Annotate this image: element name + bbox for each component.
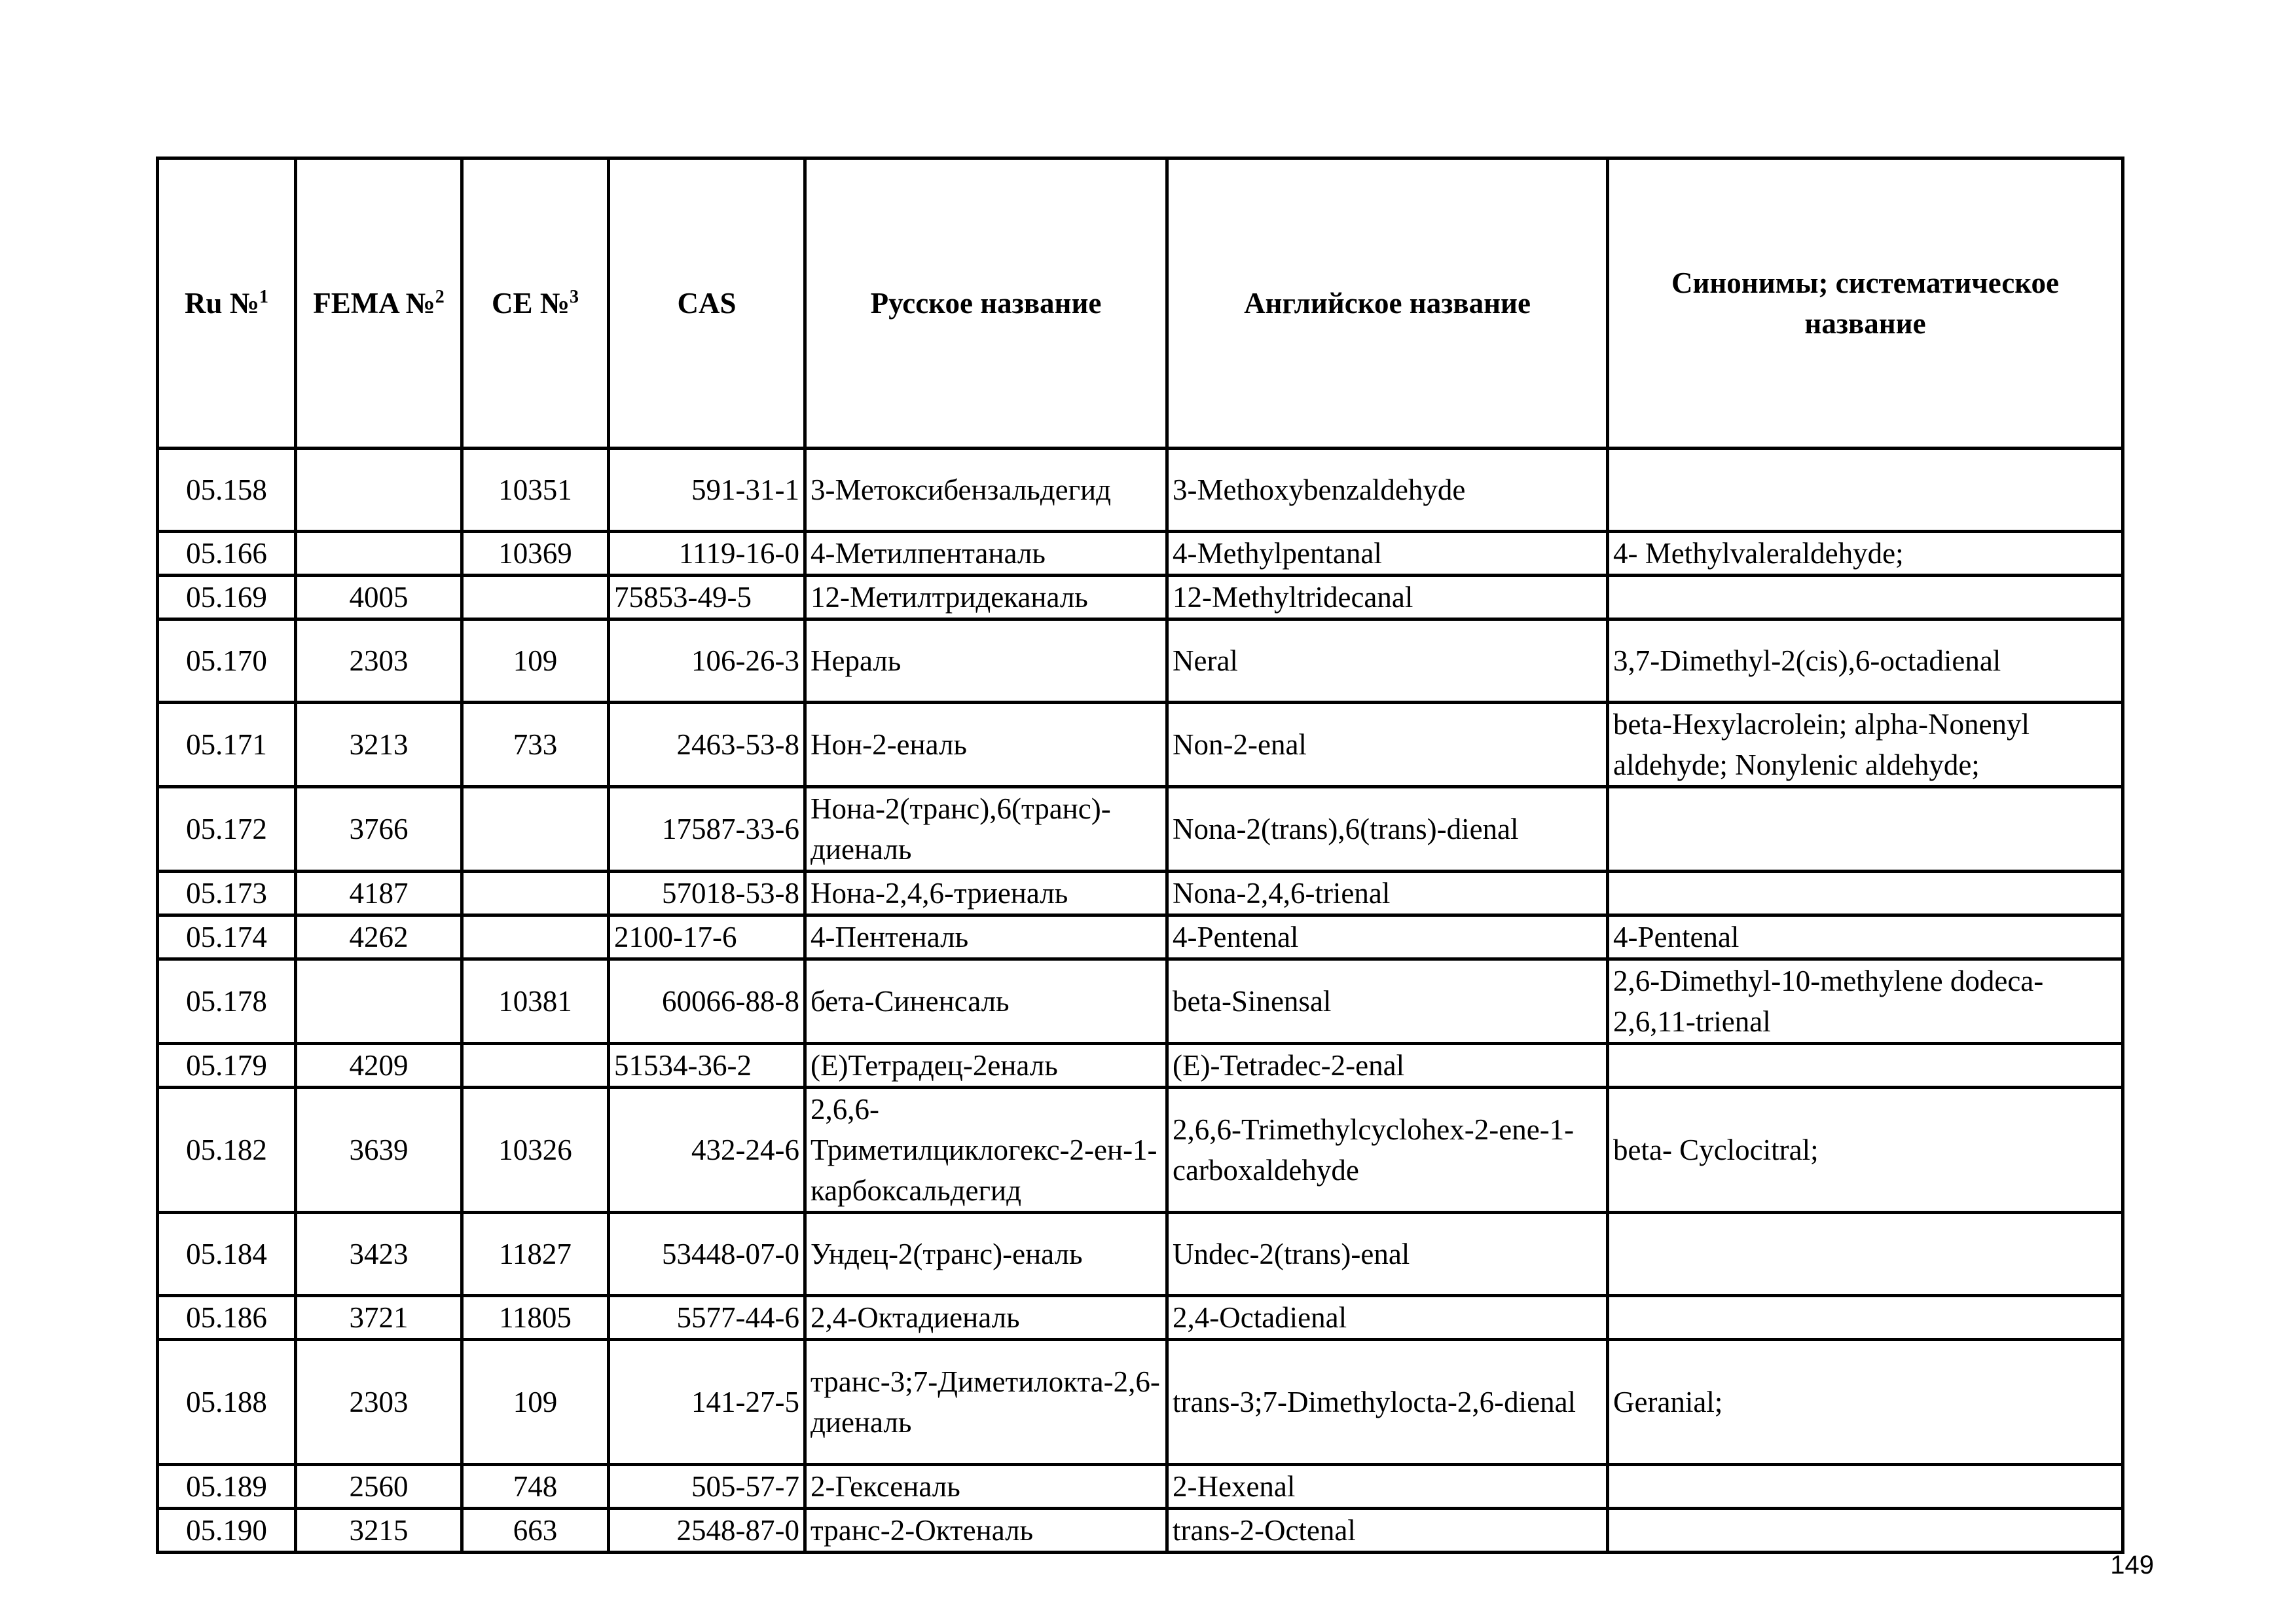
cell-english-name: 3-Methoxybenzaldehyde bbox=[1167, 449, 1608, 532]
cell-russian-name: транс-3;7-Диметилокта-2,6-диеналь bbox=[805, 1340, 1167, 1465]
cell-fema-number: 3639 bbox=[296, 1088, 462, 1213]
cell-russian-name: 2,4-Октадиеналь bbox=[805, 1296, 1167, 1340]
cell-synonyms: beta- Cyclocitral; bbox=[1608, 1088, 2123, 1213]
header-english-name: Английское название bbox=[1167, 158, 1608, 449]
cell-russian-name: 2,6,6-Триметилциклогекс-2-ен-1-карбоксальдегид bbox=[805, 1088, 1167, 1213]
cell-fema-number bbox=[296, 449, 462, 532]
header-russian-name: Русское название bbox=[805, 158, 1167, 449]
cell-cas: 591-31-1 bbox=[609, 449, 805, 532]
cell-synonyms: Geranial; bbox=[1608, 1340, 2123, 1465]
cell-ce-number bbox=[462, 787, 609, 872]
table-row bbox=[158, 1340, 2123, 1465]
cell-synonyms bbox=[1608, 1509, 2123, 1553]
table-row bbox=[158, 532, 2123, 576]
cell-english-name: 2,6,6-Trimethylcyclohex-2-ene-1-carboxaldehyde bbox=[1167, 1088, 1608, 1213]
cell-fema-number: 2303 bbox=[296, 619, 462, 703]
cell-synonyms bbox=[1608, 872, 2123, 915]
cell-russian-name: Нона-2(транс),6(транс)-диеналь bbox=[805, 787, 1167, 872]
cell-synonyms bbox=[1608, 1213, 2123, 1296]
cell-ru-number: 05.172 bbox=[158, 787, 296, 872]
cell-russian-name: Нона-2,4,6-триеналь bbox=[805, 872, 1167, 915]
cell-synonyms: 3,7-Dimethyl-2(cis),6-octadienal bbox=[1608, 619, 2123, 703]
table-row bbox=[158, 703, 2123, 787]
cell-cas: 106-26-3 bbox=[609, 619, 805, 703]
cell-russian-name: Нераль bbox=[805, 619, 1167, 703]
cell-fema-number: 3423 bbox=[296, 1213, 462, 1296]
cell-cas: 5577-44-6 bbox=[609, 1296, 805, 1340]
cell-fema-number bbox=[296, 959, 462, 1044]
cell-synonyms: 2,6-Dimethyl-10-methylene dodeca-2,6,11-trienal bbox=[1608, 959, 2123, 1044]
cell-synonyms bbox=[1608, 576, 2123, 619]
cell-fema-number: 3213 bbox=[296, 703, 462, 787]
table-row bbox=[158, 449, 2123, 532]
cell-ru-number: 05.166 bbox=[158, 532, 296, 576]
table-row bbox=[158, 1296, 2123, 1340]
cell-russian-name: 4-Пентеналь bbox=[805, 915, 1167, 959]
cell-cas: 2463-53-8 bbox=[609, 703, 805, 787]
cell-cas: 2100-17-6 bbox=[609, 915, 805, 959]
cell-cas: 75853-49-5 bbox=[609, 576, 805, 619]
cell-english-name: beta-Sinensal bbox=[1167, 959, 1608, 1044]
cell-english-name: 2-Hexenal bbox=[1167, 1465, 1608, 1509]
cell-synonyms bbox=[1608, 1044, 2123, 1088]
cell-cas: 60066-88-8 bbox=[609, 959, 805, 1044]
cell-ru-number: 05.173 bbox=[158, 872, 296, 915]
cell-ce-number: 10369 bbox=[462, 532, 609, 576]
cell-ru-number: 05.169 bbox=[158, 576, 296, 619]
table-row bbox=[158, 1088, 2123, 1213]
cell-russian-name: бета-Синенсаль bbox=[805, 959, 1167, 1044]
cell-fema-number: 4262 bbox=[296, 915, 462, 959]
cell-ce-number: 109 bbox=[462, 619, 609, 703]
cell-english-name: Nona-2,4,6-trienal bbox=[1167, 872, 1608, 915]
table-row bbox=[158, 872, 2123, 915]
cell-russian-name: 12-Метилтридеканаль bbox=[805, 576, 1167, 619]
cell-synonyms bbox=[1608, 449, 2123, 532]
cell-fema-number: 3766 bbox=[296, 787, 462, 872]
cell-synonyms bbox=[1608, 1296, 2123, 1340]
cell-fema-number: 3215 bbox=[296, 1509, 462, 1553]
cell-ru-number: 05.188 bbox=[158, 1340, 296, 1465]
table-row bbox=[158, 619, 2123, 703]
cell-fema-number: 4209 bbox=[296, 1044, 462, 1088]
cell-ce-number bbox=[462, 576, 609, 619]
header-cas: CAS bbox=[609, 158, 805, 449]
cell-synonyms: 4- Methylvaleraldehyde; bbox=[1608, 532, 2123, 576]
cell-fema-number: 2560 bbox=[296, 1465, 462, 1509]
cell-cas: 1119-16-0 bbox=[609, 532, 805, 576]
cell-ru-number: 05.178 bbox=[158, 959, 296, 1044]
cell-ru-number: 05.171 bbox=[158, 703, 296, 787]
cell-cas: 432-24-6 bbox=[609, 1088, 805, 1213]
cell-russian-name: 4-Метилпентаналь bbox=[805, 532, 1167, 576]
cell-english-name: trans-3;7-Dimethylocta-2,6-dienal bbox=[1167, 1340, 1608, 1465]
cell-russian-name: Ундец-2(транс)-еналь bbox=[805, 1213, 1167, 1296]
cell-fema-number: 4005 bbox=[296, 576, 462, 619]
table-row bbox=[158, 959, 2123, 1044]
cell-english-name: 4-Pentenal bbox=[1167, 915, 1608, 959]
cell-ce-number: 109 bbox=[462, 1340, 609, 1465]
cell-russian-name: транс-2-Октеналь bbox=[805, 1509, 1167, 1553]
table-row bbox=[158, 1044, 2123, 1088]
cell-english-name: Neral bbox=[1167, 619, 1608, 703]
cell-synonyms: beta-Hexylacrolein; alpha-Nonenyl aldehyde; Nonylenic aldehyde; bbox=[1608, 703, 2123, 787]
cell-ce-number: 10351 bbox=[462, 449, 609, 532]
table-row bbox=[158, 1509, 2123, 1553]
cell-ru-number: 05.174 bbox=[158, 915, 296, 959]
header-synonyms: Синонимы; систематическое название bbox=[1608, 158, 2123, 449]
cell-ce-number: 10381 bbox=[462, 959, 609, 1044]
cell-russian-name: 3-Метоксибензальдегид bbox=[805, 449, 1167, 532]
cell-ce-number: 663 bbox=[462, 1509, 609, 1553]
cell-ru-number: 05.182 bbox=[158, 1088, 296, 1213]
table-body bbox=[158, 449, 2123, 1553]
cell-ru-number: 05.170 bbox=[158, 619, 296, 703]
cell-ce-number bbox=[462, 915, 609, 959]
cell-english-name: Non-2-enal bbox=[1167, 703, 1608, 787]
cell-fema-number: 2303 bbox=[296, 1340, 462, 1465]
cell-russian-name: 2-Гексеналь bbox=[805, 1465, 1167, 1509]
cell-ce-number bbox=[462, 1044, 609, 1088]
table-row bbox=[158, 1465, 2123, 1509]
cell-english-name: trans-2-Octenal bbox=[1167, 1509, 1608, 1553]
cell-cas: 141-27-5 bbox=[609, 1340, 805, 1465]
cell-synonyms bbox=[1608, 1465, 2123, 1509]
cell-ru-number: 05.186 bbox=[158, 1296, 296, 1340]
cell-cas: 17587-33-6 bbox=[609, 787, 805, 872]
cell-english-name: 12-Methyltridecanal bbox=[1167, 576, 1608, 619]
cell-ru-number: 05.189 bbox=[158, 1465, 296, 1509]
cell-ru-number: 05.190 bbox=[158, 1509, 296, 1553]
header-fema-number: FEMA №$^2$ bbox=[296, 158, 462, 449]
table-row bbox=[158, 1213, 2123, 1296]
cell-ce-number bbox=[462, 872, 609, 915]
cell-english-name: Undec-2(trans)-enal bbox=[1167, 1213, 1608, 1296]
cell-ru-number: 05.179 bbox=[158, 1044, 296, 1088]
cell-english-name: 2,4-Octadienal bbox=[1167, 1296, 1608, 1340]
header-ce-number: CE №$^3$ bbox=[462, 158, 609, 449]
cell-russian-name: (E)Тетрадец-2еналь bbox=[805, 1044, 1167, 1088]
cell-ce-number: 10326 bbox=[462, 1088, 609, 1213]
header-ru-number: Ru №$^1$ bbox=[158, 158, 296, 449]
cell-ce-number: 11805 bbox=[462, 1296, 609, 1340]
cell-ce-number: 733 bbox=[462, 703, 609, 787]
table-header-row bbox=[158, 158, 2123, 449]
cell-synonyms: 4-Pentenal bbox=[1608, 915, 2123, 959]
table-row bbox=[158, 787, 2123, 872]
cell-cas: 57018-53-8 bbox=[609, 872, 805, 915]
cell-english-name: 4-Methylpentanal bbox=[1167, 532, 1608, 576]
cell-cas: 51534-36-2 bbox=[609, 1044, 805, 1088]
page-number: 149 bbox=[2110, 1551, 2154, 1579]
cell-fema-number: 3721 bbox=[296, 1296, 462, 1340]
cell-ru-number: 05.158 bbox=[158, 449, 296, 532]
flavoring-substances-table bbox=[156, 157, 2124, 1554]
cell-cas: 505-57-7 bbox=[609, 1465, 805, 1509]
cell-fema-number: 4187 bbox=[296, 872, 462, 915]
cell-russian-name: Нон-2-еналь bbox=[805, 703, 1167, 787]
table-row bbox=[158, 915, 2123, 959]
cell-english-name: Nona-2(trans),6(trans)-dienal bbox=[1167, 787, 1608, 872]
cell-synonyms bbox=[1608, 787, 2123, 872]
cell-cas: 2548-87-0 bbox=[609, 1509, 805, 1553]
cell-english-name: (E)-Tetradec-2-enal bbox=[1167, 1044, 1608, 1088]
cell-ce-number: 748 bbox=[462, 1465, 609, 1509]
cell-ce-number: 11827 bbox=[462, 1213, 609, 1296]
cell-cas: 53448-07-0 bbox=[609, 1213, 805, 1296]
cell-ru-number: 05.184 bbox=[158, 1213, 296, 1296]
table-row bbox=[158, 576, 2123, 619]
cell-fema-number bbox=[296, 532, 462, 576]
